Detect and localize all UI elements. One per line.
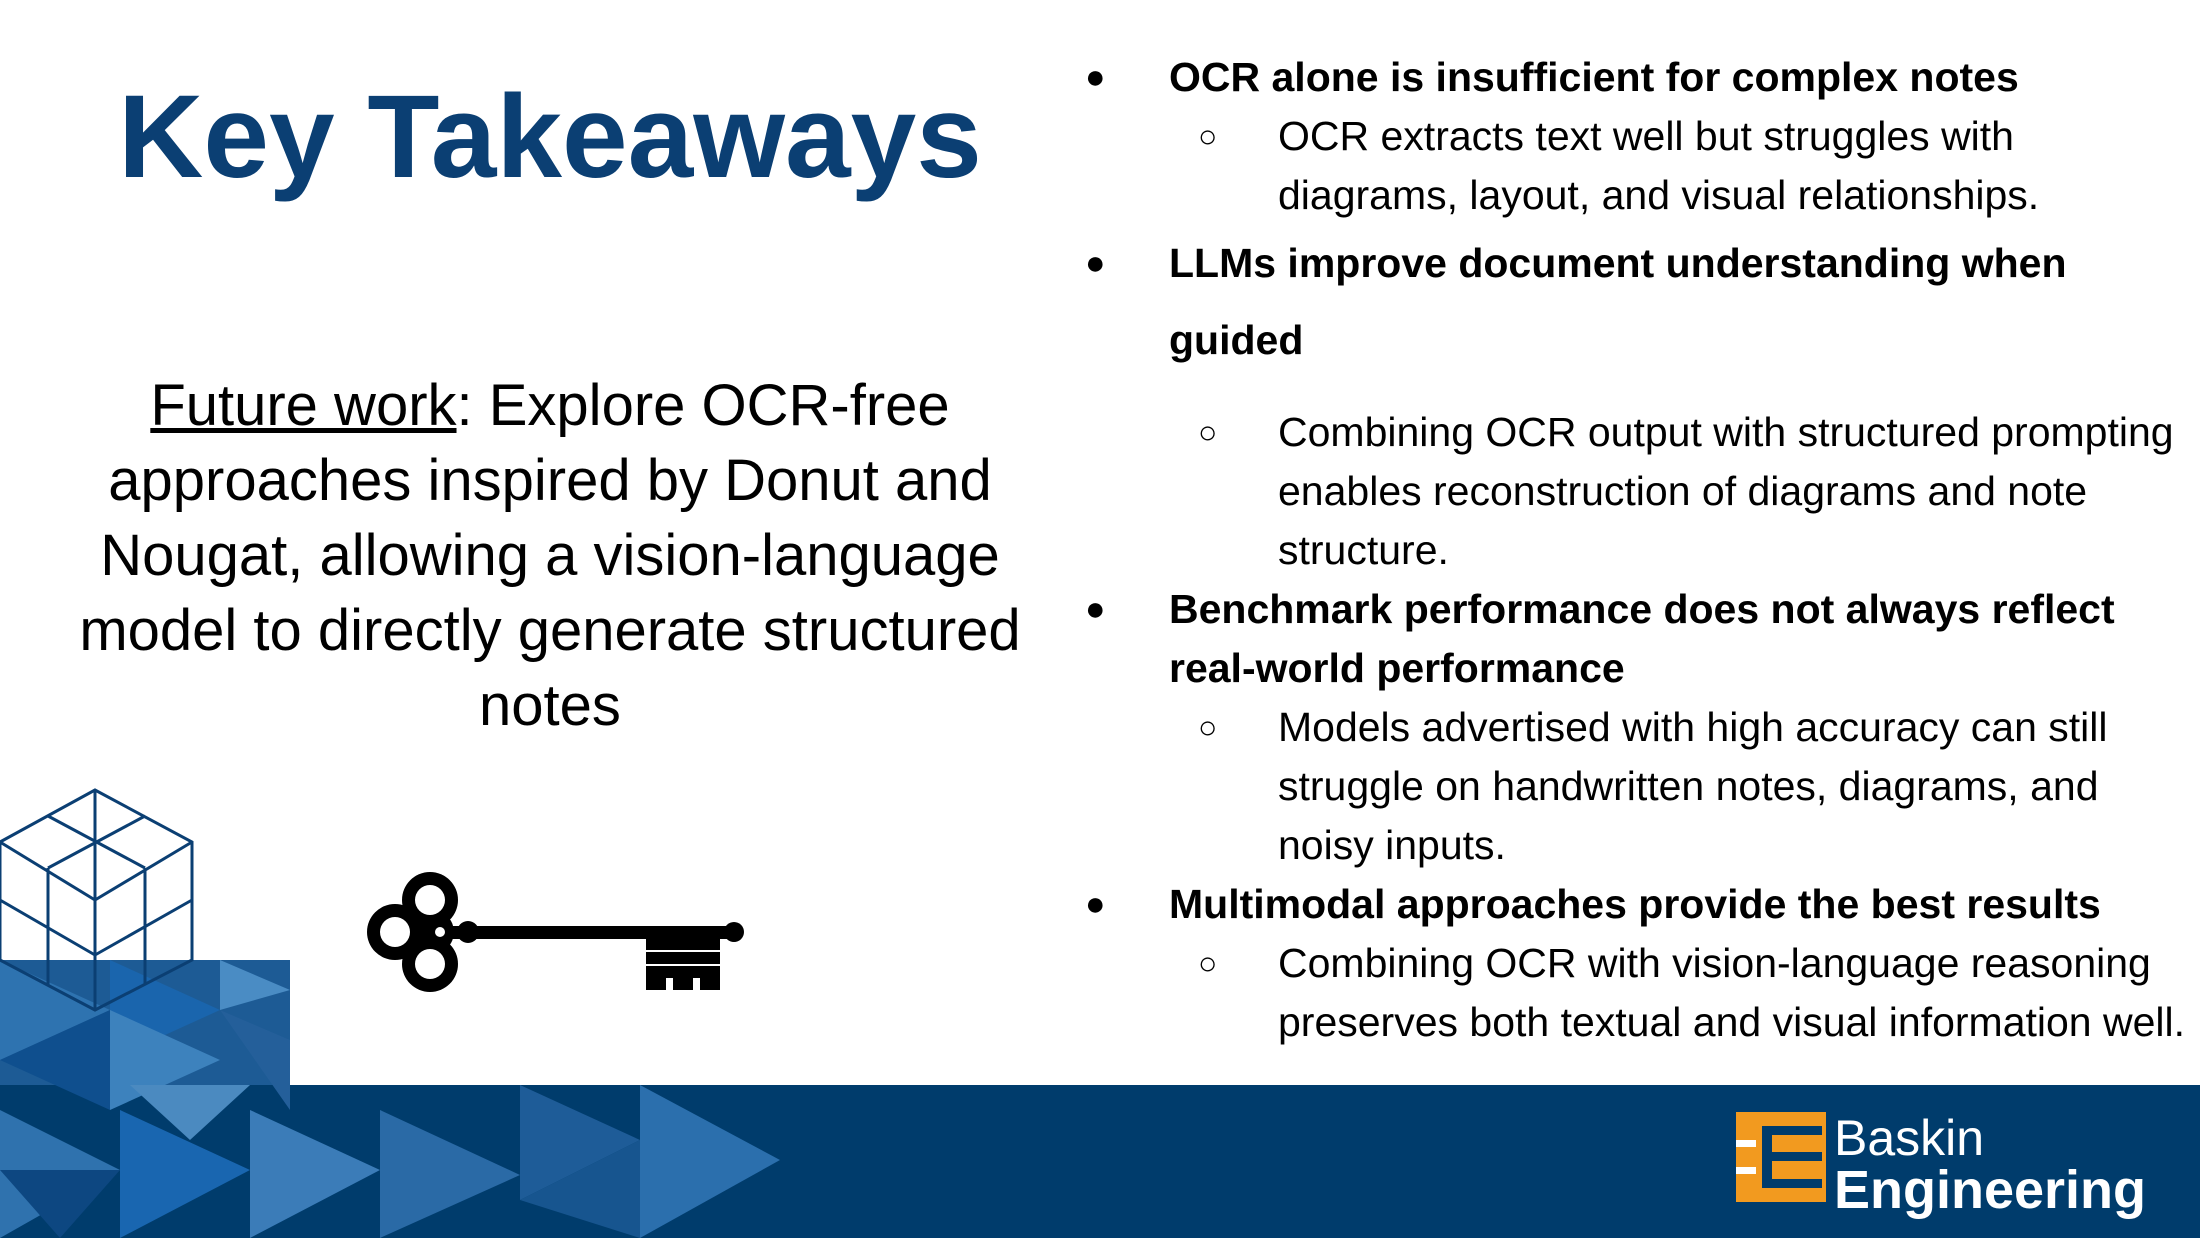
key-icon: [360, 860, 750, 1000]
future-work-label: Future work: [150, 373, 457, 438]
be-logo-icon: [1736, 1112, 1826, 1202]
takeaway-detail: ○ OCR extracts text well but struggles with diagrams, layout, and visual relationships.: [1085, 107, 2195, 225]
takeaway-heading: ● Benchmark performance does not always reflect real-world performance: [1085, 580, 2195, 698]
takeaways-list: [1085, 48, 2195, 1052]
bullet-icon: ●: [1085, 590, 1106, 628]
sub-bullet-icon: ○: [1198, 945, 1218, 981]
brand-name-line2: Engineering: [1834, 1160, 2147, 1220]
bullet-icon: ●: [1085, 885, 1106, 923]
takeaway-heading: ● OCR alone is insufficient for complex notes: [1085, 48, 2195, 107]
brand-name-line1: Baskin: [1834, 1110, 1985, 1166]
takeaway-detail: ○ Combining OCR output with structured prompting enables reconstruction of diagrams and note structure.: [1085, 403, 2195, 580]
slide-title: Key Takeaways: [118, 71, 982, 203]
takeaway-detail: ○ Combining OCR with vision-language reasoning preserves both textual and visual information well.: [1085, 934, 2195, 1052]
sub-bullet-icon: ○: [1198, 118, 1218, 154]
future-work-text: : Explore OCR-free approaches inspired by Donut and Nougat, allowing a vision-language model to directly generate structured notes: [79, 373, 1021, 738]
sub-bullet-icon: ○: [1198, 709, 1218, 745]
takeaway-detail: ○ Models advertised with high accuracy can still struggle on handwritten notes, diagrams, and noisy inputs.: [1085, 698, 2195, 875]
takeaway-heading: ● Multimodal approaches provide the best results: [1085, 875, 2195, 934]
bullet-icon: ●: [1085, 58, 1106, 96]
bullet-icon: ●: [1085, 244, 1106, 282]
sub-bullet-icon: ○: [1198, 414, 1218, 450]
future-work-paragraph: [70, 368, 1030, 743]
takeaway-heading: ● LLMs improve document understanding when guided: [1085, 225, 2195, 379]
